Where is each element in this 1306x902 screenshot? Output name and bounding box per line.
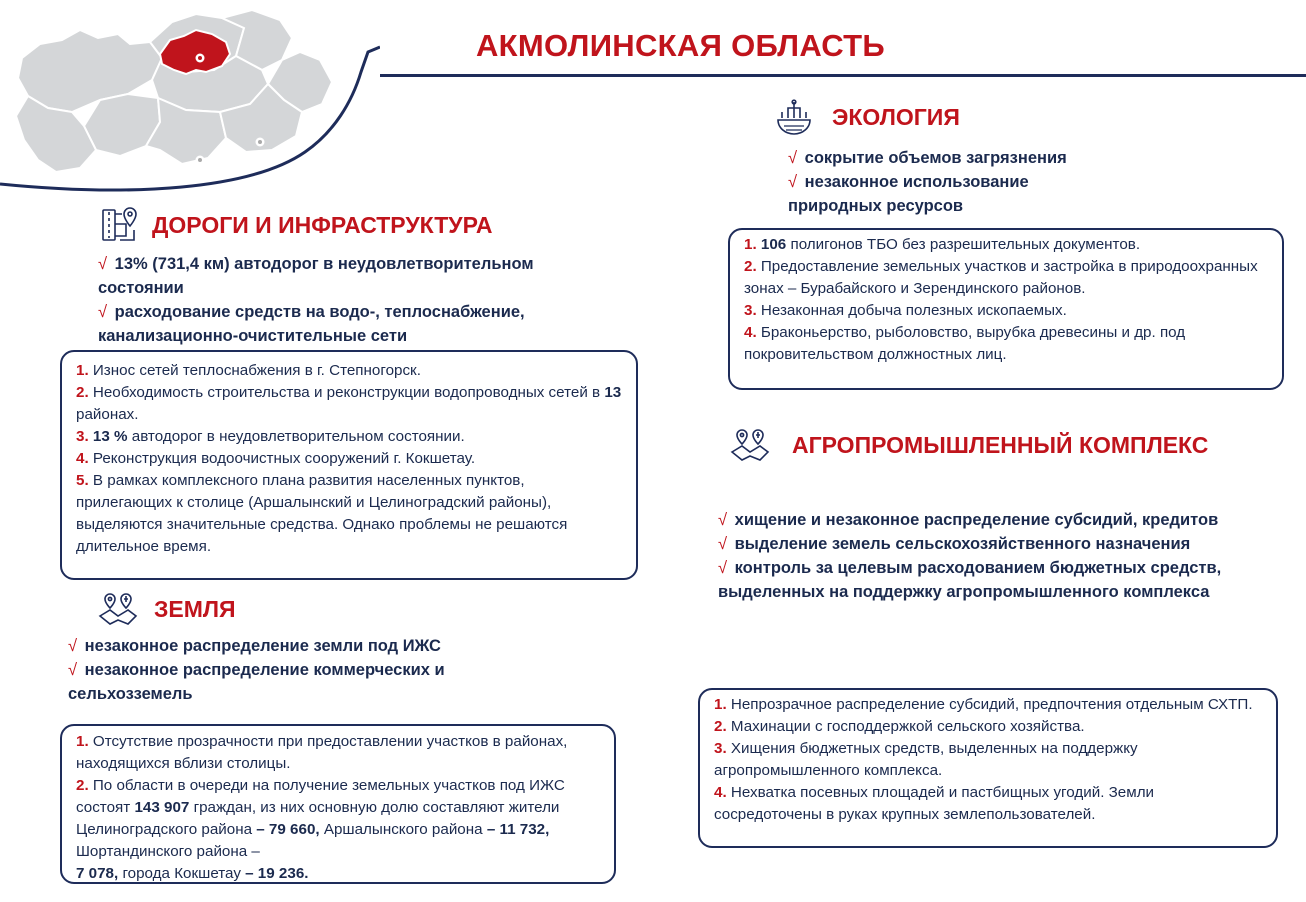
agro-item-3: 3. Хищения бюджетных средств, выделенных на поддержку агропромышленного комплекса. (714, 740, 1138, 779)
agro-item-2: 2. Махинации с господдержкой сельского хозяйства. (714, 718, 1085, 735)
ecology-heading (774, 98, 960, 136)
road-map-icon (100, 206, 140, 244)
agro-item-4: 4. Нехватка посевных площадей и пастбищных угодий. Земли сосредоточены в руках крупных землепользователей. (714, 784, 1155, 823)
land-item-2: 2. По области в очереди на получение земельных участков под ИЖС состоят 143 907 граждан, из них основную долю составляют жители Целиноградского района – 79 660, Аршалынского района – 11 732, Шортандинского района – 7 078, города Кокшетау – 19 236. (76, 777, 565, 882)
ecology-icon (774, 98, 814, 136)
agro-check-1: √ хищение и незаконное распределение субсидий, кредитов (718, 511, 1219, 529)
roads-item-5: 5. В рамках комплексного плана развития населенных пунктов, прилегающих к столице (Аршалынский и Целиноградский районы), выделяются значительные средства. Однако проблемы не решаются длительное время. (76, 472, 568, 555)
ecology-checks (788, 146, 1128, 218)
ecology-item-1: 1. 106 полигонов ТБО без разрешительных документов. (744, 236, 1141, 253)
roads-check-1: √ 13% (731,4 км) автодорог в неудовлетворительном состоянии (98, 255, 534, 297)
roads-item-3: 3. 13 % автодорог в неудовлетворительном состоянии. (76, 428, 465, 445)
land-heading (98, 590, 236, 628)
roads-check-2: √ расходование средств на водо-, теплоснабжение, канализационно-очистительные сети (98, 303, 525, 345)
roads-title: ДОРОГИ И ИНФРАСТРУКТУРА (152, 211, 493, 238)
ecology-title: ЭКОЛОГИЯ (832, 103, 960, 130)
title-underline (380, 74, 1306, 77)
land-issues-box (60, 724, 616, 884)
agro-title: АГРОПРОМЫШЛЕННЫЙ КОМПЛЕКС (792, 431, 1209, 458)
ecology-check-1: √ сокрытие объемов загрязнения (788, 149, 1067, 167)
agro-checks (718, 508, 1278, 604)
land-title: ЗЕМЛЯ (154, 595, 236, 622)
ecology-check-2: √ незаконное использование (788, 173, 1029, 191)
agro-item-1: 1. Непрозрачное распределение субсидий, предпочтения отдельным СХТП. (714, 696, 1253, 713)
roads-heading (100, 206, 493, 244)
ecology-item-4: 4. Браконьерство, рыболовство, вырубка древесины и др. под покровительством должностных лиц. (744, 324, 1186, 363)
land-checks (68, 634, 528, 706)
ecology-issues-box (728, 228, 1284, 390)
roads-checks (98, 252, 568, 348)
roads-item-1: 1. Износ сетей теплоснабжения в г. Степногорск. (76, 362, 421, 379)
land-item-1: 1. Отсутствие прозрачности при предоставлении участков в районах, находящихся вблизи столицы. (76, 733, 568, 772)
roads-issues-box (60, 350, 638, 580)
kazakhstan-map (0, 0, 380, 200)
ecology-item-3: 3. Незаконная добыча полезных ископаемых. (744, 302, 1067, 319)
land-check-1: √ незаконное распределение земли под ИЖС (68, 637, 441, 655)
roads-item-2: 2. Необходимость строительства и реконструкции водопроводных сетей в 13 районах. (76, 384, 622, 423)
page-title: АКМОЛИНСКАЯ ОБЛАСТЬ (476, 28, 886, 63)
ecology-check-3: природных ресурсов (788, 197, 964, 215)
ecology-item-2: 2. Предоставление земельных участков и застройка в природоохранных зонах – Бурабайского и Зерендинского районов. (744, 258, 1258, 297)
land-check-2: √ незаконное распределение коммерческих и сельхозземель (68, 661, 445, 703)
agro-heading (730, 426, 1208, 464)
agro-pins-icon (730, 426, 770, 464)
agro-check-3: √ контроль за целевым расходованием бюджетных средств, выделенных на поддержку агропромышленного комплекса (718, 559, 1222, 601)
roads-item-4: 4. Реконструкция водоочистных сооружений г. Кокшетау. (76, 450, 476, 467)
agro-check-2: √ выделение земель сельскохозяйственного назначения (718, 535, 1191, 553)
agro-issues-box (698, 688, 1278, 848)
land-pins-icon (98, 590, 138, 628)
